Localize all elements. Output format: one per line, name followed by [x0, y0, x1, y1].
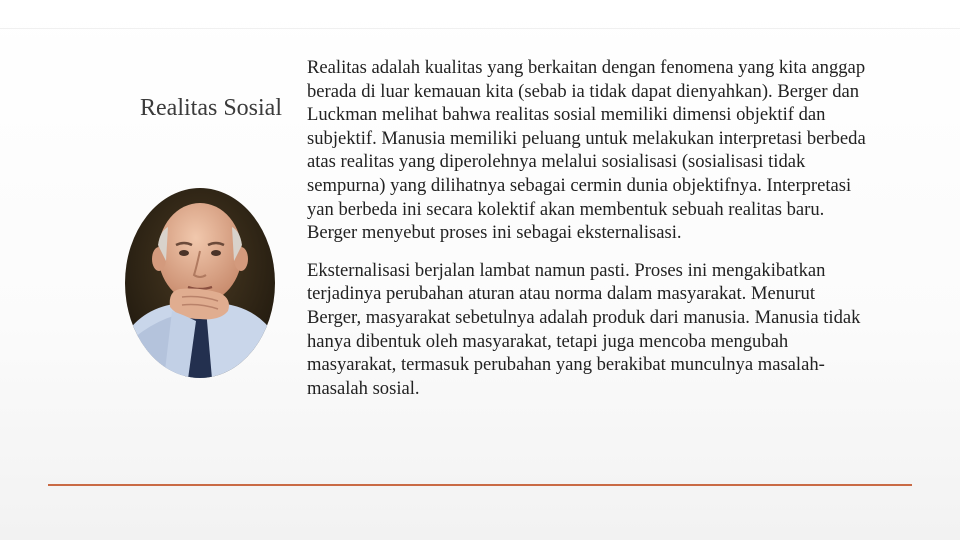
slide-title: Realitas Sosial — [140, 95, 282, 121]
body-text — [307, 56, 867, 414]
paragraph-realitas: Realitas adalah kualitas yang berkaitan dengan fenomena yang kita anggap berada di luar kemauan kita (sebab ia tidak dapat dienyahkan). Berger dan Luckman melihat bahwa realitas sosial memiliki dimensi objektif dan subjektif. Manusia memiliki peluang untuk melakukan interpretasi berbeda atas realitas yang diperolehnya melalui sosialisasi (sosialisasi tidak sempurna) yang dilihatnya sebagai cermin dunia objektifnya. Interpretasi yan berbeda ini secara kolektif akan membentuk sebuah realitas baru. Berger menyebut proses ini sebagai eksternalisasi. — [307, 57, 866, 244]
portrait-photo — [124, 187, 276, 379]
paragraph-eksternalisasi: Eksternalisasi berjalan lambat namun pasti. Proses ini mengakibatkan terjadinya perubahan aturan atau norma dalam masyarakat. Menurut Berger, masyarakat sebetulnya adalah produk dari manusia. Manusia tidak hanya dibentuk oleh masyarakat, tetapi juga mencoba mengubah masyarakat, termasuk perubahan yang berakibat munculnya masalah-masalah sosial. — [307, 259, 861, 399]
top-divider — [0, 28, 960, 29]
bottom-divider — [48, 484, 912, 486]
portrait-icon — [124, 187, 276, 379]
